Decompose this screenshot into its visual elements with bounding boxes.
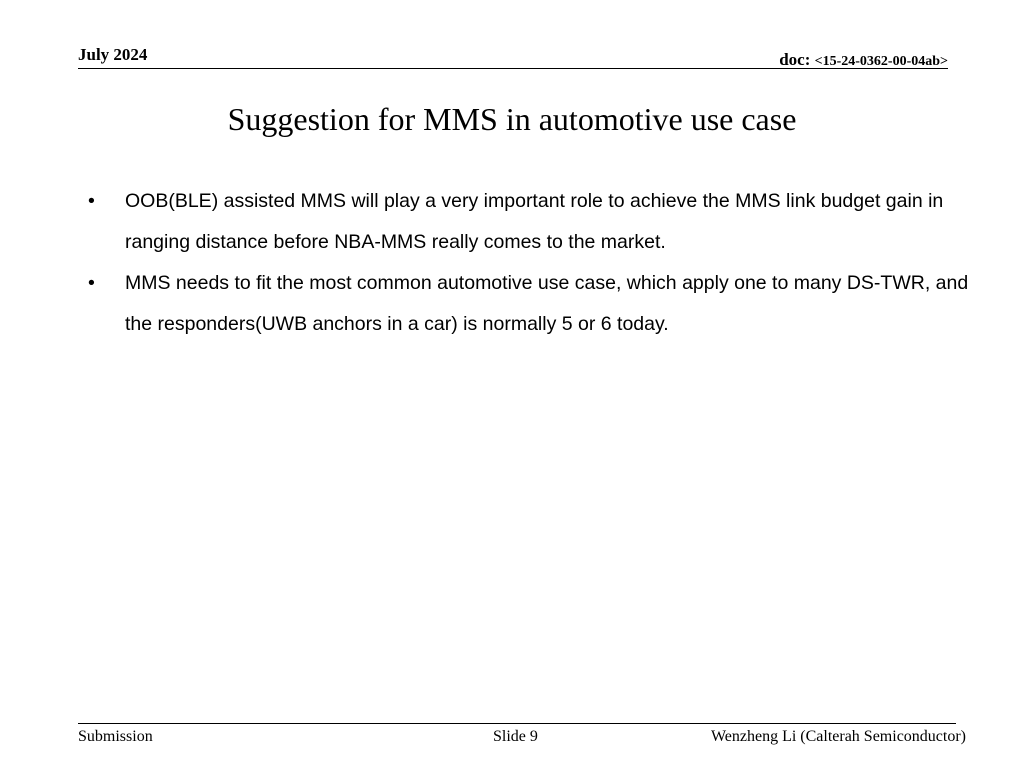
header-date: July 2024	[78, 45, 148, 64]
bullet-text: OOB(BLE) assisted MMS will play a very important role to achieve the MMS link budget gain in ranging distance before NBA-MMS really comes to the market.	[125, 190, 944, 253]
slide-title: Suggestion for MMS in automotive use case	[227, 101, 797, 137]
doc-label: doc:	[779, 50, 815, 69]
bullet-item	[88, 181, 988, 263]
header-doc-id	[779, 49, 948, 73]
bullet-dot-icon: •	[88, 190, 95, 212]
bullet-list	[88, 181, 988, 345]
header-divider	[78, 68, 948, 69]
footer-author: Wenzheng Li (Calterah Semiconductor)	[710, 728, 966, 745]
footer-slide-number: Slide 9	[493, 728, 538, 745]
bullet-item	[88, 263, 988, 345]
bullet-text: MMS needs to fit the most common automotive use case, which apply one to many DS-TWR, and the responders(UWB anchors in a car) is normally 5 or 6 today.	[125, 272, 969, 335]
footer-divider	[78, 723, 956, 724]
doc-number: <15-24-0362-00-04ab>	[814, 54, 948, 69]
bullet-dot-icon: •	[88, 272, 95, 294]
footer-submission: Submission	[78, 728, 153, 745]
